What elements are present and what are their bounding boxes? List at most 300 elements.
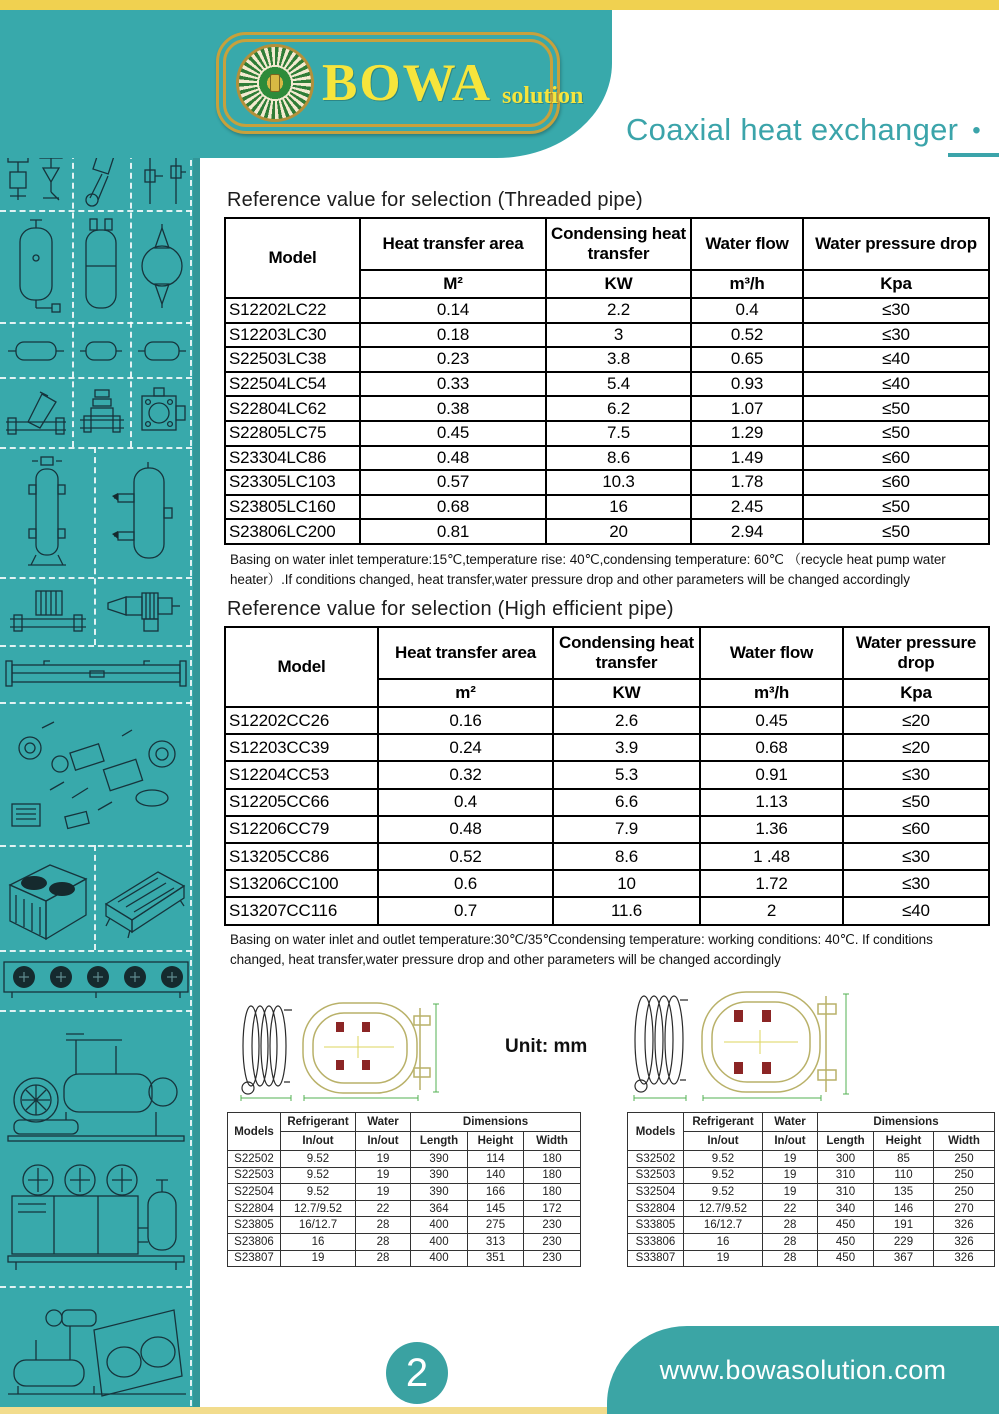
table-cell: 450 bbox=[818, 1233, 874, 1250]
table-cell: S23806LC200 bbox=[225, 519, 360, 544]
unit-kpa: Kpa bbox=[843, 679, 989, 707]
table-cell: 313 bbox=[468, 1233, 524, 1250]
col-header-inout: In/out bbox=[684, 1132, 763, 1151]
table-cell: 0.48 bbox=[378, 816, 553, 843]
table-row bbox=[225, 372, 989, 397]
coaxial-exchanger-front-drawing bbox=[698, 986, 854, 1107]
table-cell: 28 bbox=[356, 1217, 411, 1234]
table-cell: S22804LC62 bbox=[225, 396, 360, 421]
unit-kpa: Kpa bbox=[803, 270, 989, 298]
table-cell: S23806 bbox=[228, 1233, 281, 1250]
air-handler-icon bbox=[100, 858, 188, 940]
divider bbox=[0, 322, 192, 324]
table-row bbox=[228, 1233, 581, 1250]
table-cell: 8.6 bbox=[553, 843, 700, 870]
table-cell: S12205CC66 bbox=[225, 789, 378, 816]
table-cell: S22502 bbox=[228, 1151, 281, 1168]
table-cell: ≤30 bbox=[803, 323, 989, 348]
table-row bbox=[228, 1217, 581, 1234]
table-cell: 250 bbox=[934, 1167, 995, 1184]
table-row bbox=[228, 1151, 581, 1168]
table-cell: 0.33 bbox=[360, 372, 546, 397]
table-cell: 191 bbox=[874, 1217, 934, 1234]
divider bbox=[190, 10, 192, 1406]
table-cell: S13205CC86 bbox=[225, 843, 378, 870]
table-cell: 16/12.7 bbox=[281, 1217, 356, 1234]
table-cell: S12203LC30 bbox=[225, 323, 360, 348]
col-header-water-flow: Water flow bbox=[700, 627, 843, 679]
table-row bbox=[628, 1200, 995, 1217]
table-cell: 0.68 bbox=[360, 495, 546, 520]
table-cell: S12204CC53 bbox=[225, 761, 378, 788]
table-cell: 364 bbox=[411, 1200, 468, 1217]
table-cell: 110 bbox=[874, 1167, 934, 1184]
table-cell: 400 bbox=[411, 1217, 468, 1234]
table-cell: 146 bbox=[874, 1200, 934, 1217]
table-cell: 10.3 bbox=[546, 470, 691, 495]
col-header-models: Models bbox=[228, 1113, 281, 1151]
table-cell: 390 bbox=[411, 1167, 468, 1184]
table-cell: 0.4 bbox=[378, 789, 553, 816]
table-cell: 6.6 bbox=[553, 789, 700, 816]
table-row bbox=[225, 897, 989, 924]
col-header-refrigerant: Refrigerant bbox=[684, 1113, 763, 1132]
table-row bbox=[228, 1250, 581, 1267]
table-cell: 1.72 bbox=[700, 870, 843, 897]
brand-suffix: solution bbox=[501, 82, 584, 109]
table-cell: 22 bbox=[763, 1200, 818, 1217]
col-header-height: Height bbox=[468, 1132, 524, 1151]
table-cell: 16/12.7 bbox=[684, 1217, 763, 1234]
table-cell: S23305LC103 bbox=[225, 470, 360, 495]
table-cell: 0.52 bbox=[691, 323, 803, 348]
col-header-length: Length bbox=[818, 1132, 874, 1151]
divider bbox=[0, 845, 192, 847]
table-cell: 22 bbox=[356, 1200, 411, 1217]
table-row bbox=[225, 421, 989, 446]
table-cell: 326 bbox=[934, 1217, 995, 1234]
table-cell: S33806 bbox=[628, 1233, 684, 1250]
brand-logo bbox=[216, 32, 584, 134]
divider bbox=[0, 577, 192, 579]
table-cell: 250 bbox=[934, 1184, 995, 1201]
table-cell: S22805LC75 bbox=[225, 421, 360, 446]
filter-drier-small-icon bbox=[136, 334, 188, 370]
table-cell: 8.6 bbox=[546, 446, 691, 471]
table-cell: 12.7/9.52 bbox=[684, 1200, 763, 1217]
brand-name: BOWA bbox=[322, 53, 492, 112]
table-row bbox=[225, 707, 989, 734]
table-cell: 28 bbox=[763, 1217, 818, 1234]
table-cell: S23304LC86 bbox=[225, 446, 360, 471]
table-cell: 19 bbox=[763, 1184, 818, 1201]
table-cell: 16 bbox=[684, 1233, 763, 1250]
table-cell: 9.52 bbox=[281, 1184, 356, 1201]
table-cell: 230 bbox=[524, 1217, 581, 1234]
table-cell: 400 bbox=[411, 1233, 468, 1250]
divider bbox=[0, 645, 192, 647]
rooftop-unit-icon bbox=[4, 855, 90, 943]
table-cell: 0.68 bbox=[700, 734, 843, 761]
col-header-refrigerant: Refrigerant bbox=[281, 1113, 356, 1132]
table-cell: S12206CC79 bbox=[225, 816, 378, 843]
col-header-water: Water bbox=[356, 1113, 411, 1132]
table-cell: 19 bbox=[356, 1151, 411, 1168]
table-cell: S32804 bbox=[628, 1200, 684, 1217]
table-cell: 1.78 bbox=[691, 470, 803, 495]
table-cell: 114 bbox=[468, 1151, 524, 1168]
title-underline bbox=[948, 153, 999, 157]
table-cell: 1.13 bbox=[700, 789, 843, 816]
table-cell: ≤40 bbox=[843, 897, 989, 924]
table-cell: 85 bbox=[874, 1151, 934, 1168]
table-cell: S32502 bbox=[628, 1151, 684, 1168]
table-row bbox=[225, 870, 989, 897]
table-row bbox=[628, 1184, 995, 1201]
col-header-dimensions: Dimensions bbox=[411, 1113, 581, 1132]
unit-label: Unit: mm bbox=[505, 1036, 588, 1057]
exploded-compressor-icon bbox=[2, 706, 190, 840]
liquid-receiver-icon bbox=[8, 218, 64, 316]
table-cell: 0.45 bbox=[700, 707, 843, 734]
screw-chiller-icon bbox=[6, 1020, 186, 1150]
suction-accumulator-icon bbox=[78, 216, 124, 316]
divider bbox=[0, 950, 192, 952]
dimensions-table-right bbox=[627, 1112, 995, 1267]
table-cell: S32504 bbox=[628, 1184, 684, 1201]
table-row bbox=[628, 1217, 995, 1234]
table-cell: 270 bbox=[934, 1200, 995, 1217]
condenser-fan-bar-icon bbox=[2, 958, 190, 1004]
table-row bbox=[628, 1233, 995, 1250]
table-cell: 180 bbox=[524, 1184, 581, 1201]
high-efficient-pipe-table bbox=[224, 626, 990, 926]
table-cell: 135 bbox=[874, 1184, 934, 1201]
table-row bbox=[228, 1167, 581, 1184]
table-cell: S33807 bbox=[628, 1250, 684, 1267]
table-cell: 0.93 bbox=[691, 372, 803, 397]
table-cell: ≤20 bbox=[843, 707, 989, 734]
coil-side-view-drawing bbox=[238, 998, 296, 1107]
logo-medallion-icon bbox=[236, 44, 314, 122]
table-cell: 0.14 bbox=[360, 298, 546, 323]
col-header-height: Height bbox=[874, 1132, 934, 1151]
table-cell: 28 bbox=[763, 1250, 818, 1267]
table-cell: 0.16 bbox=[378, 707, 553, 734]
col-header-model: Model bbox=[225, 627, 378, 707]
table-cell: 275 bbox=[468, 1217, 524, 1234]
section2-title: Reference value for selection (High efficient pipe) bbox=[227, 598, 674, 620]
angle-strainer-icon bbox=[4, 384, 68, 440]
table-row bbox=[628, 1167, 995, 1184]
table-cell: 28 bbox=[763, 1233, 818, 1250]
table-row bbox=[225, 446, 989, 471]
table-cell: 450 bbox=[818, 1250, 874, 1267]
table-cell: ≤40 bbox=[803, 347, 989, 372]
table-cell: 145 bbox=[468, 1200, 524, 1217]
table-cell: S22504 bbox=[228, 1184, 281, 1201]
table-cell: 166 bbox=[468, 1184, 524, 1201]
table-row bbox=[225, 470, 989, 495]
table-cell: 5.3 bbox=[553, 761, 700, 788]
table-cell: 250 bbox=[934, 1151, 995, 1168]
table-cell: S32503 bbox=[628, 1167, 684, 1184]
table-cell: 3.9 bbox=[553, 734, 700, 761]
divider bbox=[94, 845, 96, 950]
table-cell: ≤60 bbox=[803, 470, 989, 495]
divider bbox=[0, 210, 192, 212]
table-cell: S23807 bbox=[228, 1250, 281, 1267]
table-row bbox=[628, 1250, 995, 1267]
table-cell: 6.2 bbox=[546, 396, 691, 421]
unit-m2: m² bbox=[378, 679, 553, 707]
filter-drier-small-icon bbox=[78, 334, 124, 370]
table-cell: 28 bbox=[356, 1250, 411, 1267]
table-cell: 19 bbox=[281, 1250, 356, 1267]
table-cell: ≤50 bbox=[843, 789, 989, 816]
inline-valve-icon bbox=[78, 384, 126, 440]
table-cell: 1.49 bbox=[691, 446, 803, 471]
table-row bbox=[225, 519, 989, 544]
col-header-inout: In/out bbox=[356, 1132, 411, 1151]
divider bbox=[0, 702, 192, 704]
page-number-badge: 2 bbox=[386, 1342, 448, 1404]
table-row bbox=[225, 734, 989, 761]
table-row bbox=[225, 347, 989, 372]
section1-title: Reference value for selection (Threaded pipe) bbox=[227, 189, 643, 211]
table-cell: S22503LC38 bbox=[225, 347, 360, 372]
divider bbox=[72, 143, 74, 447]
table-cell: 1.07 bbox=[691, 396, 803, 421]
table-cell: 450 bbox=[818, 1217, 874, 1234]
table-cell: S13206CC100 bbox=[225, 870, 378, 897]
table-cell: 0.81 bbox=[360, 519, 546, 544]
table-cell: 180 bbox=[524, 1167, 581, 1184]
table-cell: 390 bbox=[411, 1151, 468, 1168]
table-cell: 19 bbox=[763, 1167, 818, 1184]
flake-ice-machine-icon bbox=[6, 1292, 188, 1404]
table-cell: 9.52 bbox=[684, 1151, 763, 1168]
three-fan-condensing-unit-icon bbox=[6, 1158, 188, 1282]
table-cell: 367 bbox=[874, 1250, 934, 1267]
col-header-pressure-drop: Water pressure drop bbox=[843, 627, 989, 679]
table-cell: 9.52 bbox=[281, 1167, 356, 1184]
table-cell: S13207CC116 bbox=[225, 897, 378, 924]
table-cell: 326 bbox=[934, 1233, 995, 1250]
coaxial-exchanger-front-drawing bbox=[300, 996, 442, 1107]
table-cell: 0.57 bbox=[360, 470, 546, 495]
table-cell: 180 bbox=[524, 1151, 581, 1168]
col-header-width: Width bbox=[934, 1132, 995, 1151]
table-cell: 2 bbox=[700, 897, 843, 924]
sidebar-edge-shade bbox=[193, 0, 200, 1414]
table-cell: 340 bbox=[818, 1200, 874, 1217]
table-cell: 0.7 bbox=[378, 897, 553, 924]
unit-m2: M² bbox=[360, 270, 546, 298]
table-cell: 9.52 bbox=[684, 1167, 763, 1184]
footer-banner bbox=[607, 1326, 999, 1414]
col-header-condensing: Condensing heat transfer bbox=[546, 218, 691, 270]
col-header-length: Length bbox=[411, 1132, 468, 1151]
table-cell: ≤50 bbox=[803, 495, 989, 520]
page-title: Coaxial heat exchanger • bbox=[625, 112, 981, 147]
table-cell: 7.9 bbox=[553, 816, 700, 843]
table-row bbox=[225, 843, 989, 870]
table-cell: 28 bbox=[356, 1233, 411, 1250]
col-header-condensing: Condensing heat transfer bbox=[553, 627, 700, 679]
col-header-pressure-drop: Water pressure drop bbox=[803, 218, 989, 270]
table-cell: 19 bbox=[763, 1151, 818, 1168]
table-cell: 9.52 bbox=[281, 1151, 356, 1168]
table-row bbox=[225, 816, 989, 843]
table-row bbox=[225, 298, 989, 323]
union-valve-icon bbox=[104, 585, 184, 637]
col-header-heat-transfer-area: Heat transfer area bbox=[378, 627, 553, 679]
table-cell: ≤20 bbox=[843, 734, 989, 761]
table-cell: 0.91 bbox=[700, 761, 843, 788]
table-row bbox=[628, 1151, 995, 1168]
table-cell: 0.48 bbox=[360, 446, 546, 471]
divider bbox=[0, 1286, 192, 1288]
filter-drier-ball-icon bbox=[138, 222, 186, 310]
table-row bbox=[225, 789, 989, 816]
col-header-inout: In/out bbox=[281, 1132, 356, 1151]
flanged-valve-icon bbox=[134, 384, 188, 440]
table-cell: 1 .48 bbox=[700, 843, 843, 870]
table-cell: S22804 bbox=[228, 1200, 281, 1217]
table-cell: ≤30 bbox=[843, 761, 989, 788]
unit-kw: KW bbox=[553, 679, 700, 707]
table-cell: 300 bbox=[818, 1151, 874, 1168]
divider bbox=[0, 447, 192, 449]
table-cell: 0.18 bbox=[360, 323, 546, 348]
table-cell: ≤40 bbox=[803, 372, 989, 397]
unit-m3h: m³/h bbox=[691, 270, 803, 298]
filter-drier-small-icon bbox=[6, 334, 66, 370]
threaded-pipe-table bbox=[224, 217, 990, 545]
unit-kw: KW bbox=[546, 270, 691, 298]
table-cell: 10 bbox=[553, 870, 700, 897]
table-cell: 5.4 bbox=[546, 372, 691, 397]
coil-side-view-drawing bbox=[630, 990, 692, 1107]
long-receiver-icon bbox=[4, 655, 188, 693]
table-row bbox=[228, 1200, 581, 1217]
title-bullet-icon: • bbox=[972, 117, 981, 144]
col-header-model: Model bbox=[225, 218, 360, 298]
oil-separator-icon bbox=[110, 460, 180, 568]
table-cell: 230 bbox=[524, 1233, 581, 1250]
col-header-water: Water bbox=[763, 1113, 818, 1132]
website-link[interactable]: www.bowasolution.com bbox=[659, 1354, 947, 1385]
table-cell: 0.65 bbox=[691, 347, 803, 372]
col-header-models: Models bbox=[628, 1113, 684, 1151]
table-cell: S12203CC39 bbox=[225, 734, 378, 761]
top-accent-bar bbox=[0, 0, 999, 10]
table-cell: S23805LC160 bbox=[225, 495, 360, 520]
section2-note: Basing on water inlet and outlet temperature:30℃/35℃condensing temperature: working conditions: 40℃. If conditions changed, heat transfer,water pressure drop and other parameters will be changed accordingly bbox=[230, 932, 933, 967]
table-cell: 2.45 bbox=[691, 495, 803, 520]
table-cell: 351 bbox=[468, 1250, 524, 1267]
table-cell: 310 bbox=[818, 1184, 874, 1201]
table-cell: 3 bbox=[546, 323, 691, 348]
divider bbox=[130, 143, 132, 447]
table-cell: ≤50 bbox=[803, 519, 989, 544]
table-cell: 19 bbox=[356, 1167, 411, 1184]
table-row bbox=[228, 1184, 581, 1201]
table-cell: 0.4 bbox=[691, 298, 803, 323]
table-cell: S22504LC54 bbox=[225, 372, 360, 397]
solenoid-valve-icon bbox=[8, 585, 88, 637]
table-cell: 11.6 bbox=[553, 897, 700, 924]
table-cell: 0.32 bbox=[378, 761, 553, 788]
table-cell: 140 bbox=[468, 1167, 524, 1184]
table-cell: ≤30 bbox=[843, 870, 989, 897]
table-cell: 0.23 bbox=[360, 347, 546, 372]
table-cell: 229 bbox=[874, 1233, 934, 1250]
table-cell: 16 bbox=[546, 495, 691, 520]
table-row bbox=[225, 396, 989, 421]
dimensions-table-left bbox=[227, 1112, 581, 1267]
table-cell: 0.24 bbox=[378, 734, 553, 761]
table-cell: 2.2 bbox=[546, 298, 691, 323]
table-cell: 9.52 bbox=[684, 1184, 763, 1201]
table-cell: S12202LC22 bbox=[225, 298, 360, 323]
table-cell: 20 bbox=[546, 519, 691, 544]
table-cell: 0.6 bbox=[378, 870, 553, 897]
table-cell: 0.45 bbox=[360, 421, 546, 446]
table-cell: ≤50 bbox=[803, 396, 989, 421]
divider bbox=[0, 377, 192, 379]
table-cell: 310 bbox=[818, 1167, 874, 1184]
table-cell: ≤30 bbox=[843, 843, 989, 870]
table-row bbox=[225, 323, 989, 348]
divider bbox=[0, 1010, 192, 1012]
unit-m3h: m³/h bbox=[700, 679, 843, 707]
table-cell: ≤60 bbox=[843, 816, 989, 843]
divider bbox=[94, 447, 96, 645]
table-cell: 7.5 bbox=[546, 421, 691, 446]
table-cell: 1.36 bbox=[700, 816, 843, 843]
table-cell: 19 bbox=[684, 1250, 763, 1267]
table-cell: 390 bbox=[411, 1184, 468, 1201]
col-header-inout: In/out bbox=[763, 1132, 818, 1151]
table-cell: ≤30 bbox=[803, 298, 989, 323]
table-cell: S22503 bbox=[228, 1167, 281, 1184]
section1-note: Basing on water inlet temperature:15℃,temperature rise: 40℃,condensing temperature: 60℃ （recycle heat pump water heater）.If conditions changed, heat transfer,water pressure drop and other parameters will be changed accordingly bbox=[230, 552, 946, 587]
col-header-width: Width bbox=[524, 1132, 581, 1151]
table-cell: ≤60 bbox=[803, 446, 989, 471]
table-cell: 0.52 bbox=[378, 843, 553, 870]
vertical-heat-exchanger-icon bbox=[16, 455, 78, 569]
table-cell: S23805 bbox=[228, 1217, 281, 1234]
table-cell: 230 bbox=[524, 1250, 581, 1267]
table-cell: 2.94 bbox=[691, 519, 803, 544]
col-header-dimensions: Dimensions bbox=[818, 1113, 995, 1132]
table-cell: 0.38 bbox=[360, 396, 546, 421]
table-cell: 2.6 bbox=[553, 707, 700, 734]
table-cell: ≤50 bbox=[803, 421, 989, 446]
table-cell: 326 bbox=[934, 1250, 995, 1267]
table-row bbox=[225, 761, 989, 788]
table-cell: S33805 bbox=[628, 1217, 684, 1234]
table-cell: 3.8 bbox=[546, 347, 691, 372]
table-cell: 400 bbox=[411, 1250, 468, 1267]
table-cell: S12202CC26 bbox=[225, 707, 378, 734]
col-header-water-flow: Water flow bbox=[691, 218, 803, 270]
table-cell: 19 bbox=[356, 1184, 411, 1201]
col-header-heat-transfer-area: Heat transfer area bbox=[360, 218, 546, 270]
table-cell: 1.29 bbox=[691, 421, 803, 446]
